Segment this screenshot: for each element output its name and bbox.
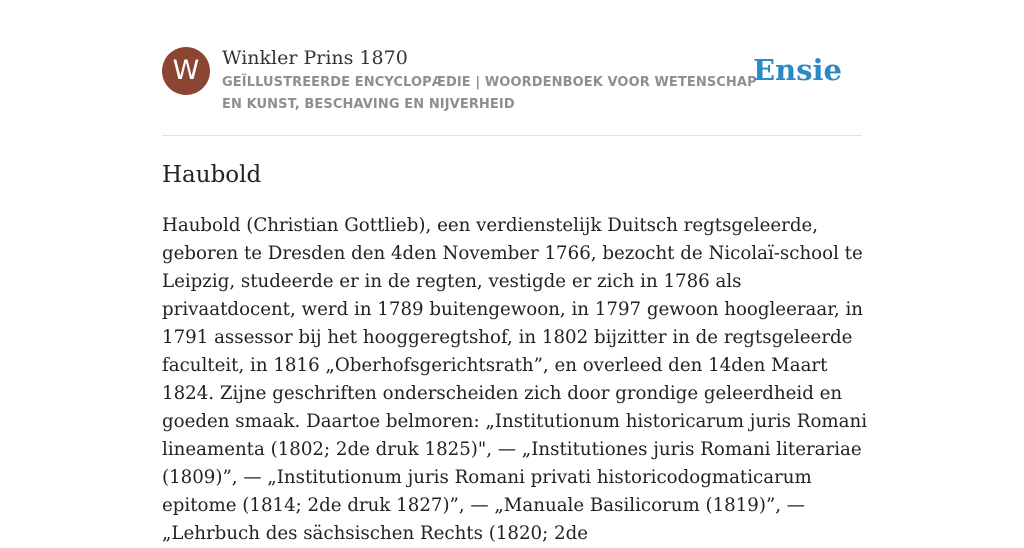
ensie-logo-link[interactable]: Ensie — [753, 53, 842, 87]
source-subtitle: GEÏLLUSTREERDE ENCYCLOPÆDIE | WOORDENBOEK VOOR WETENSCHAP EN KUNST, BESCHAVING EN NIJVERHEID — [222, 75, 757, 112]
entry-title: Haubold — [162, 162, 262, 188]
entry-body: Haubold (Christian Gottlieb), een verdienstelijk Duitsch regtsgeleerde, geboren te Dresden den 4den November 1766, bezocht de Nicolaï-school te Leipzig, studeerde er in de regten, vestigde er zich in 1786 als privaatdocent, werd in 1789 buitengewoon, in 1797 gewoon hoogleeraar, in 1791 assessor bij het hooggeregtshof, in 1802 bijzitter in de regtsgeleerde faculteit, in 1816 „Oberhofsgerichtsrath”, en overleed den 14den Maart 1824. Zijne geschriften onderscheiden zich door grondige geleerdheid en goeden smaak. Daartoe belmoren: „Institutionum historicarum juris Romani lineamenta (1802; 2de druk 1825)", — „Institutiones juris Romani literariae (1809)”, — „Institutionum juris Romani privati historicodogmaticarum epitome (1814; 2de druk 1827)”, — „Manuale Basilicorum (1819)”, — „Lehrbuch des sächsischen Rechts (1820; 2de — [162, 215, 868, 544]
source-title[interactable]: Winkler Prins 1870 — [222, 47, 408, 69]
source-header — [162, 45, 862, 117]
header-divider — [162, 135, 862, 136]
source-avatar[interactable]: W — [162, 47, 210, 95]
